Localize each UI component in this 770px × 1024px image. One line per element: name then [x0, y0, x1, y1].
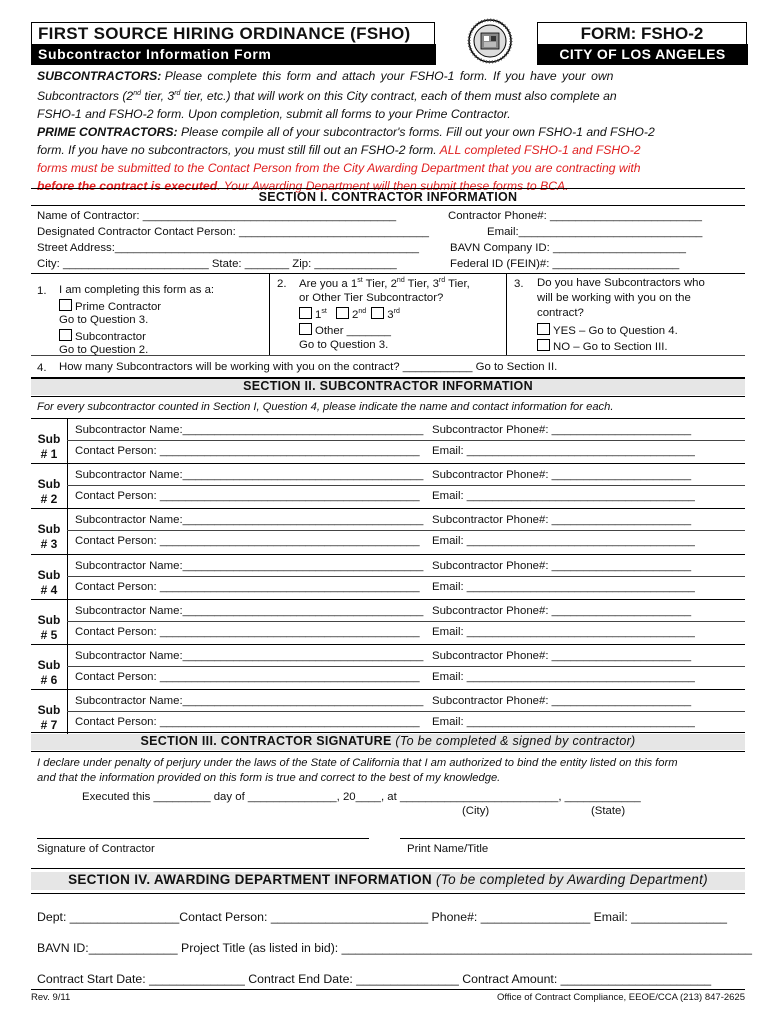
sub-name-field[interactable]: Subcontractor Name:______________________________________ — [75, 650, 424, 662]
divider — [31, 732, 745, 733]
sub-number: # 3 — [40, 537, 58, 552]
sub-name-field[interactable]: Subcontractor Name:______________________________________ — [75, 514, 424, 527]
divider — [31, 989, 745, 990]
sub-contact-field[interactable]: Contact Person: _________________________________________ — [75, 490, 420, 503]
sub-number: # 7 — [40, 718, 58, 733]
divider — [67, 440, 745, 441]
q2-nd: nd — [396, 277, 405, 284]
sub-text-2b: nd — [133, 90, 141, 97]
q1-prime-option[interactable] — [59, 299, 161, 313]
sub-number: # 4 — [40, 582, 58, 597]
q1-number: 1. — [37, 285, 47, 297]
city-caption: (City) — [462, 805, 490, 817]
title-box — [31, 22, 435, 46]
q2-text — [299, 277, 470, 290]
sub-number: # 5 — [40, 627, 58, 642]
tier-1-checkbox[interactable] — [299, 307, 312, 319]
sub-number: # 1 — [40, 447, 58, 461]
sub-name-field[interactable]: Subcontractor Name:______________________________________ — [75, 424, 424, 436]
divider — [31, 868, 745, 869]
sub-label-text: Sub — [37, 612, 61, 627]
q3-number: 3. — [514, 278, 524, 290]
intro-line-1 — [37, 67, 745, 85]
tier-3-sup: rd — [393, 308, 400, 316]
q2-next: Go to Question 3. — [299, 339, 389, 351]
q2-text-a: Are you a 1 — [299, 277, 358, 290]
q1-sub-option[interactable] — [59, 329, 146, 343]
sub-label: SUBCONTRACTORS: — [37, 69, 162, 83]
city-seal — [465, 18, 515, 64]
q1-prime-next: Go to Question 3. — [59, 314, 149, 326]
q2-tier-options[interactable] — [299, 307, 400, 321]
tier-2-checkbox[interactable] — [336, 307, 349, 319]
intro-line-4 — [37, 123, 745, 141]
print-name-label: Print Name/Title — [407, 843, 489, 855]
sub-contact-field[interactable]: Contact Person: _________________________________________ — [75, 716, 420, 729]
q2-line-2: or Other Tier Subcontractor? — [299, 292, 444, 304]
q2-text-b: Tier, 2 — [362, 277, 397, 290]
section-1-title: SECTION I. CONTRACTOR INFORMATION — [258, 190, 518, 204]
sub-phone-field[interactable]: Subcontractor Phone#: ______________________ — [432, 695, 692, 708]
form-title: FIRST SOURCE HIRING ORDINANCE (FSHO) — [38, 24, 411, 43]
sub-contact-field[interactable]: Contact Person: _________________________________________ — [75, 625, 420, 638]
divider — [67, 485, 745, 486]
sub-text-2e: tier, etc.) that will work on this City contract, each of them must also complete an — [180, 89, 617, 104]
sub-phone-field[interactable]: Subcontractor Phone#: ______________________ — [432, 514, 692, 527]
contractor-phone-field[interactable]: Contractor Phone#: ________________________ — [448, 210, 702, 222]
q3-yes-option[interactable] — [537, 323, 678, 337]
tier-1-label: 1 — [315, 309, 322, 321]
fein-field[interactable]: Federal ID (FEIN)#: ____________________ — [450, 258, 680, 270]
yes-checkbox[interactable] — [537, 323, 550, 335]
sub-phone-field[interactable]: Subcontractor Phone#: ______________________ — [432, 469, 692, 482]
divider — [269, 273, 270, 355]
sub-label — [31, 658, 67, 688]
q4-text[interactable]: How many Subcontractors will be working with you on the contract? ___________ Go to Section II. — [59, 361, 558, 373]
sub-label-text: Sub — [37, 567, 61, 582]
contract-fields[interactable]: Contract Start Date: ______________ Contract End Date: _______________ Contract Amount: ______________________ — [37, 972, 712, 986]
q3-line-1: Do you have Subcontractors who — [537, 277, 705, 289]
sub-phone-field[interactable]: Subcontractor Phone#: ______________________ — [432, 559, 692, 572]
sub-label-text: Sub — [37, 432, 61, 446]
declaration-line-1: I declare under penalty of perjury under the laws of the State of California that I am authorized to bind the entity listed on this form — [37, 757, 678, 769]
q1-text: I am completing this form as a: — [59, 284, 215, 296]
other-tier-label: Other _______ — [315, 325, 391, 337]
yes-label: YES – Go to Question 4. — [553, 325, 678, 337]
sub-label-text: Sub — [37, 522, 61, 537]
contact-person-field[interactable]: Designated Contractor Contact Person: ______________________________ — [37, 226, 430, 238]
prime-text-2b: ALL completed FSHO-1 and FSHO-2 — [439, 143, 641, 158]
sub-email-field[interactable]: Email: ____________________________________ — [432, 535, 695, 548]
sub-label-text: Sub — [37, 658, 61, 672]
divider — [31, 463, 745, 464]
city-state-zip-field[interactable]: City: _______________________ State: _______ Zip: _____________ — [37, 258, 397, 270]
q3-line-3: contract? — [537, 307, 584, 319]
sub-label — [31, 522, 67, 552]
sub-contact-field[interactable]: Contact Person: _________________________________________ — [75, 580, 420, 593]
sub-contact-field[interactable]: Contact Person: _________________________________________ — [75, 671, 420, 683]
prime-text-1: Please compile all of your subcontractor's forms. Fill out your own FSHO-1 and FSHO-2 — [181, 125, 655, 140]
other-tier-checkbox[interactable] — [299, 323, 312, 335]
sub-contact-field[interactable]: Contact Person: _________________________________________ — [75, 535, 420, 548]
bavn-project-fields[interactable]: BAVN ID:_____________ Project Title (as listed in bid): ____________________________________________________________ — [37, 941, 752, 955]
dept-fields[interactable]: Dept: ________________Contact Person: _______________________ Phone#: ________________ Email: ______________ — [37, 910, 727, 924]
divider — [31, 273, 745, 274]
signature-label: Signature of Contractor — [37, 843, 155, 855]
sub-text-2c: tier, 3 — [141, 89, 175, 104]
section-4-note: (To be completed by Awarding Department) — [436, 872, 708, 887]
city-bar — [537, 44, 748, 65]
sub-email-field[interactable]: Email: ____________________________________ — [432, 671, 695, 683]
sub-text-2d: rd — [174, 90, 181, 97]
divider — [506, 273, 507, 355]
divider — [67, 666, 745, 667]
signature-line[interactable] — [37, 838, 369, 839]
tier-2-label: 2 — [351, 309, 359, 321]
sub-email-field[interactable]: Email: ____________________________________ — [432, 716, 695, 729]
prime-text-4b: . Your Awarding Department will then submit these forms to BCA. — [217, 179, 569, 194]
sub-label — [31, 432, 67, 462]
street-address-field[interactable]: Street Address:________________________________________________ — [37, 242, 419, 254]
revision-label: Rev. 9/11 — [31, 992, 71, 1003]
contractor-email-field[interactable]: Email:_____________________________ — [487, 226, 703, 238]
intro-line-3: FSHO-1 and FSHO-2 form. Upon completion, submit all forms to your Prime Contractor. — [37, 107, 511, 122]
sub-name-field[interactable]: Subcontractor Name:______________________________________ — [75, 469, 424, 482]
sub-text-1: Please complete this form and attach your FSHO-1 form. If you have your own — [164, 69, 614, 83]
form-subtitle: Subcontractor Information Form — [38, 46, 272, 62]
sub-phone-field[interactable]: Subcontractor Phone#: ______________________ — [432, 650, 692, 662]
divider — [67, 621, 745, 622]
sub-label — [31, 568, 67, 598]
print-name-line[interactable] — [400, 838, 745, 839]
sub-text-2a: Subcontractors (2 — [37, 89, 134, 104]
subcontractor-option-label: Subcontractor — [75, 331, 146, 343]
section-3-header — [31, 734, 745, 750]
divider — [31, 508, 745, 509]
section-2-instruction: For every subcontractor counted in Section I, Question 4, please indicate the name and contact information for each. — [37, 401, 614, 413]
intro-block — [37, 67, 745, 195]
no-label: NO – Go to Section III. — [553, 341, 668, 353]
city-name: CITY OF LOS ANGELES — [559, 46, 726, 62]
q2-other-option[interactable] — [299, 323, 391, 337]
divider — [31, 644, 745, 645]
q2-rd: rd — [438, 277, 446, 284]
form-id-box — [537, 22, 747, 46]
sub-label-text: Sub — [37, 477, 61, 492]
q2-st: st — [357, 277, 363, 284]
tier-1-sup: st — [321, 308, 327, 316]
sub-email-field[interactable]: Email: ____________________________________ — [432, 490, 695, 503]
form-id: FORM: FSHO-2 — [580, 24, 704, 43]
sub-name-field[interactable]: Subcontractor Name:______________________________________ — [75, 559, 424, 572]
sub-contact-field[interactable]: Contact Person: _________________________________________ — [75, 445, 420, 457]
q2-number: 2. — [277, 278, 287, 290]
sub-label — [31, 477, 67, 507]
q3-line-2: will be working with you on the — [537, 292, 691, 304]
sub-number: # 6 — [40, 673, 58, 687]
q4-number: 4. — [37, 362, 47, 374]
divider — [31, 355, 745, 356]
divider — [31, 751, 745, 752]
intro-line-6: forms must be submitted to the Contact Person from the City Awarding Department that you are contracting with — [37, 161, 641, 176]
sub-name-field[interactable]: Subcontractor Name:______________________________________ — [75, 604, 424, 617]
tier-3-label: 3 — [387, 309, 394, 321]
state-caption: (State) — [591, 805, 626, 817]
divider — [31, 893, 745, 894]
prime-label: PRIME CONTRACTORS: — [37, 125, 178, 140]
section-4-header — [31, 872, 745, 890]
sub-email-field[interactable]: Email: ____________________________________ — [432, 580, 695, 593]
prime-text-4a: before the contract is executed — [37, 179, 218, 194]
sub-name-field[interactable]: Subcontractor Name:______________________________________ — [75, 695, 424, 708]
section-4-title: SECTION IV. AWARDING DEPARTMENT INFORMATION — [68, 872, 432, 887]
divider — [67, 530, 745, 531]
prime-text-2a: form. If you have no subcontractors, you must still fill out an FSHO-2 form. — [37, 143, 437, 158]
prime-option-label: Prime Contractor — [75, 301, 162, 313]
intro-line-5 — [37, 141, 745, 159]
q2-text-d: Tier, — [445, 277, 470, 290]
q1-sub-next: Go to Question 2. — [59, 344, 149, 356]
divider — [67, 576, 745, 577]
city-seal-icon — [465, 18, 515, 64]
contractor-name-field[interactable]: Name of Contractor: ________________________________________ — [37, 210, 397, 222]
tier-2-sup: nd — [358, 308, 367, 316]
q2-text-c: Tier, 3 — [404, 277, 439, 290]
divider — [31, 418, 745, 419]
section-3-note: (To be completed & signed by contractor) — [395, 734, 636, 748]
divider — [31, 689, 745, 690]
divider — [31, 205, 745, 206]
tier-3-checkbox[interactable] — [371, 307, 384, 319]
sub-label — [31, 703, 67, 733]
q3-no-option[interactable] — [537, 339, 668, 353]
executed-line[interactable]: Executed this _________ day of ______________, 20____, at _________________________, ____________ — [82, 791, 641, 803]
declaration-line-2: and that the information provided on this form is true and correct to the best of my knowledge. — [37, 772, 501, 784]
divider — [31, 396, 745, 397]
bavn-id-field[interactable]: BAVN Company ID: _____________________ — [450, 242, 687, 254]
sub-phone-field[interactable]: Subcontractor Phone#: ______________________ — [432, 604, 692, 617]
sub-email-field[interactable]: Email: ____________________________________ — [432, 445, 695, 457]
prime-checkbox[interactable] — [59, 299, 72, 311]
form-subtitle-bar — [31, 44, 436, 65]
sub-label-text: Sub — [37, 703, 61, 718]
section-2-title: SECTION II. SUBCONTRACTOR INFORMATION — [31, 379, 745, 395]
divider — [31, 599, 745, 600]
divider — [31, 554, 745, 555]
divider — [67, 711, 745, 712]
subcontractor-checkbox[interactable] — [59, 329, 72, 341]
no-checkbox[interactable] — [537, 339, 550, 351]
sub-email-field[interactable]: Email: ____________________________________ — [432, 625, 695, 638]
section-3-title: SECTION III. CONTRACTOR SIGNATURE — [140, 734, 392, 748]
office-label: Office of Contract Compliance, EEOE/CCA (213) 847-2625 — [496, 992, 745, 1003]
sub-phone-field[interactable]: Subcontractor Phone#: ______________________ — [432, 424, 692, 436]
divider — [31, 188, 745, 189]
intro-line-2 — [37, 85, 745, 105]
sub-label — [31, 613, 67, 643]
sub-number: # 2 — [40, 492, 58, 507]
